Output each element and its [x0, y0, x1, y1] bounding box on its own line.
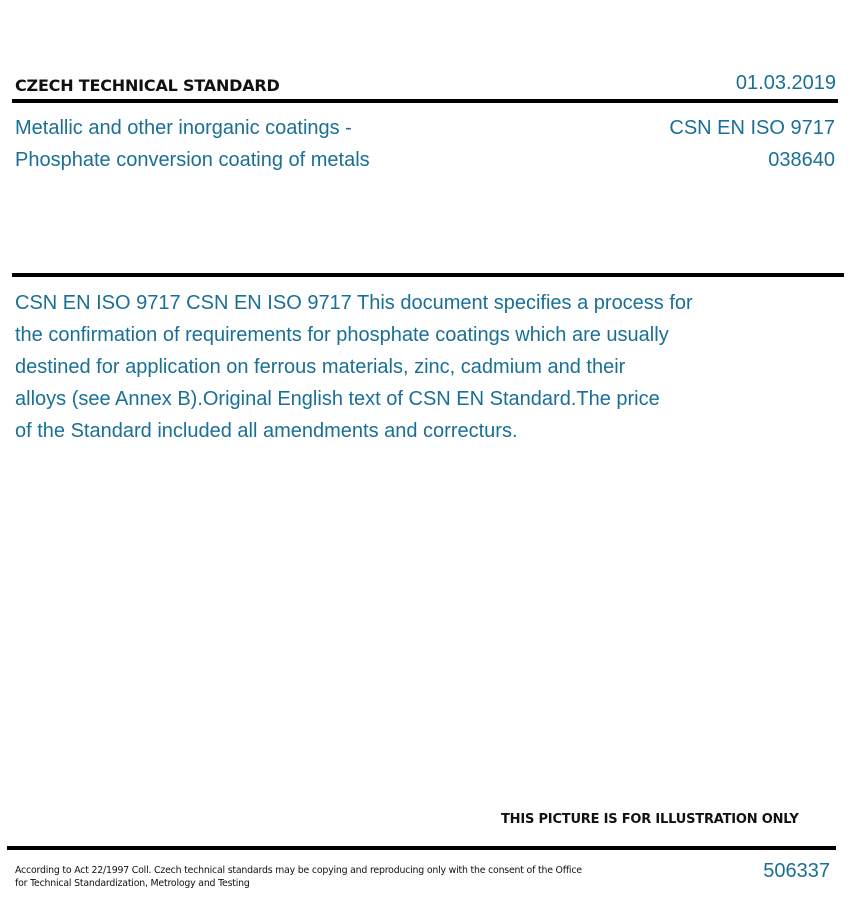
description-line: the confirmation of requirements for phosphate coatings which are usually [15, 324, 669, 346]
title-line-1: Metallic and other inorganic coatings - [15, 117, 352, 139]
document-number: 506337 [763, 860, 830, 882]
description-line: destined for application on ferrous materials, zinc, cadmium and their [15, 356, 626, 378]
description-line: alloys (see Annex B).Original English text of CSN EN Standard.The price [15, 388, 660, 410]
header-divider [12, 99, 838, 103]
standard-type-label: CZECH TECHNICAL STANDARD [15, 76, 280, 95]
footer-divider [7, 846, 836, 850]
catalog-number: 038640 [768, 149, 835, 171]
description-line: of the Standard included all amendments and correcturs. [15, 420, 518, 442]
title-line-2: Phosphate conversion coating of metals [15, 149, 370, 171]
illustration-notice: THIS PICTURE IS FOR ILLUSTRATION ONLY [501, 812, 799, 827]
description-line: CSN EN ISO 9717 CSN EN ISO 9717 This document specifies a process for [15, 292, 693, 314]
section-divider [12, 273, 844, 277]
description-text [15, 287, 785, 447]
legal-line-1: According to Act 22/1997 Coll. Czech technical standards may be copying and reproducing only with the consent of the Office [15, 865, 582, 876]
standard-code: CSN EN ISO 9717 [669, 117, 835, 139]
legal-line-2: for Technical Standardization, Metrology and Testing [15, 878, 250, 889]
legal-notice [15, 864, 582, 890]
publication-date: 01.03.2019 [735, 72, 836, 94]
